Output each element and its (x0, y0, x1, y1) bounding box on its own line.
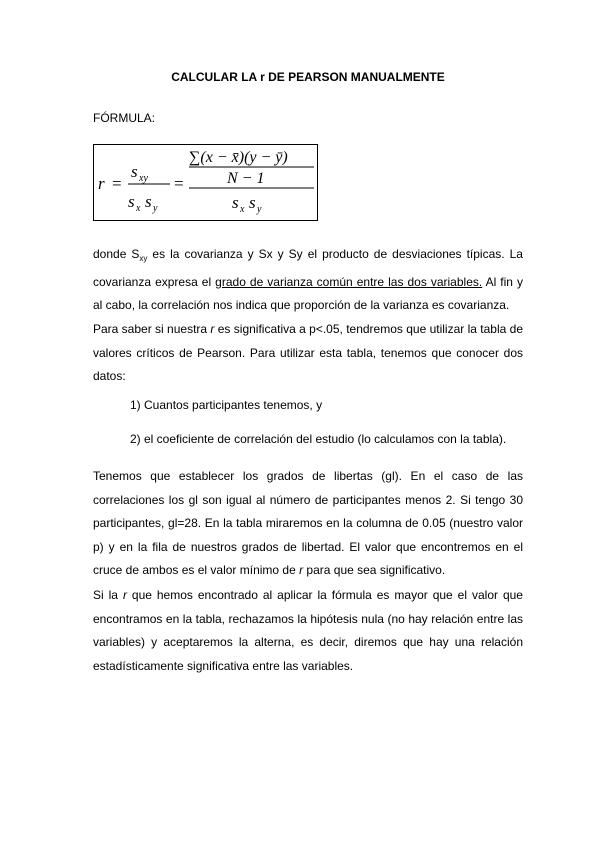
p3-text-b: para que sea significativo. (303, 563, 446, 577)
p1-text-b: es la covarianza y Sx y Sy el producto de desviaciones típicas. La covarianza expresa el (93, 247, 523, 289)
p4-text-a: Si la (93, 588, 123, 602)
formula-label: FÓRMULA: (93, 111, 156, 125)
paragraph-covariance (93, 243, 523, 318)
formula-sy2-sub: y (257, 204, 262, 215)
pearson-formula (93, 144, 318, 221)
p1-text-c: Al fin y al cabo, la correlación nos indica que proporción de la varianza es covarianza. (93, 274, 523, 312)
formula-eq1: = (112, 174, 122, 193)
p4-r: r (122, 588, 127, 602)
paragraph-conclusion (93, 584, 523, 678)
p2-text-a: Para saber si nuestra (93, 322, 211, 336)
formula-eq2: = (174, 174, 184, 193)
p2-text-b: es significativa a p<.05, tendremos que utilizar la tabla de valores críticos de Pearson. Para utilizar esta tabla, tenemos que conocer dos datos: (93, 322, 523, 383)
formula-sxy: s (131, 162, 138, 181)
formula-sum-numerator: ∑(x − x̄)(y − ȳ) (189, 149, 288, 166)
formula-sx1-sub: x (136, 203, 141, 214)
list-item: 1) Cuantos participantes tenemos, y (130, 398, 323, 412)
formula-sx2: s (232, 193, 239, 212)
formula-r: r (98, 174, 105, 193)
p2-r: r (210, 322, 215, 336)
formula-sy1-sub: y (153, 203, 158, 214)
p3-r: r (299, 563, 304, 577)
p1-subscript: xy (139, 254, 148, 263)
formula-sy2: s (249, 193, 256, 212)
formula-sy1: s (145, 192, 152, 211)
formula-sxy-sub: xy (139, 173, 148, 184)
document-title: CALCULAR LA r DE PEARSON MANUALMENTE (171, 70, 445, 84)
p4-text-b: que hemos encontrado al aplicar la fórmula es mayor que el valor que encontramos en la tabla, rechazamos la hipótesis nula (no hay relación entre las variables) y aceptaremos la alterna, es decir, diremos que hay una relación estadísticamente significativa entre las variables. (93, 588, 523, 673)
paragraph-degrees-of-freedom (93, 465, 523, 583)
formula-sx1: s (128, 192, 135, 211)
p1-underlined: grado de varianza común entre las dos variables. (215, 274, 483, 289)
list-item: 2) el coeficiente de correlación del estudio (lo calculamos con la tabla). (130, 432, 507, 446)
p3-text-a: Tenemos que establecer los grados de libertas (gl). En el caso de las correlaciones los gl son igual al número de participantes menos 2. Si tengo 30 participantes, gl=28. En la tabla miraremos en la columna de 0.05 (nuestro valor p) y en la fila de nuestros grados de libertad. El valor que encontremos en el cruce de ambos es el valor mínimo de (93, 469, 523, 577)
p1-text-a: donde S (93, 247, 140, 261)
formula-n-minus-one: N − 1 (227, 170, 265, 187)
formula-sx2-sub: x (240, 204, 245, 215)
formula-graphic (94, 145, 317, 220)
paragraph-significance (93, 318, 523, 389)
